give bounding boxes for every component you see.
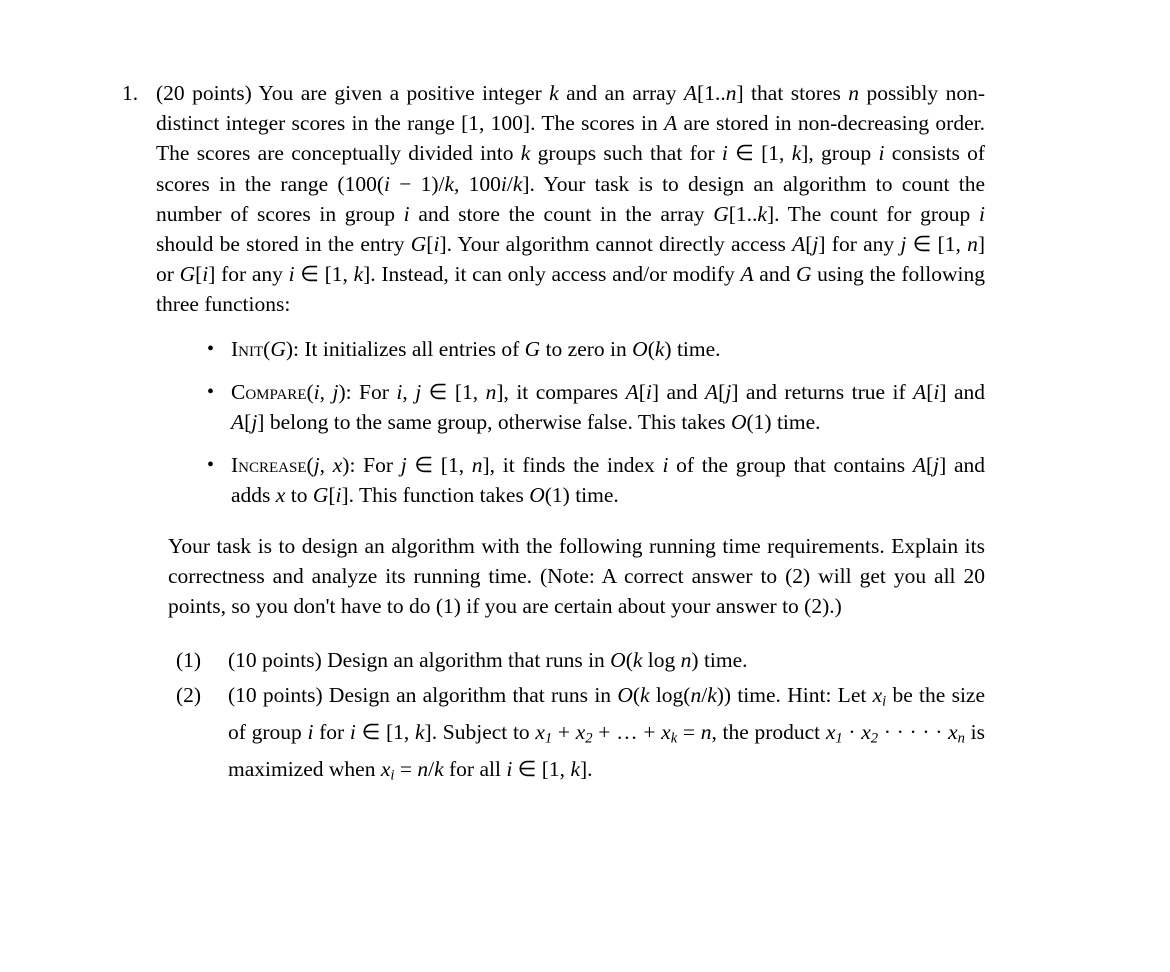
subproblem-2: [176, 680, 985, 791]
problem-1: [122, 78, 985, 796]
problem-number: 1.: [122, 81, 139, 105]
problem-statement: (20 points) You are given a positive integer k and an array A[1..n] that stores n possibly non-distinct integer scores in the range [1, 100]. The scores in A are stored in non-decreasing order. The scores are conceptually divided into k groups such that for i ∈ [1, k], group i consists of scores in the range (100(i − 1)/k, 100i/k]. Your task is to design an algorithm to count the number of scores in group i and store the count in the array G[1..k]. The count for group i should be stored in the entry G[i]. Your algorithm cannot directly access A[j] for any j ∈ [1, n] or G[i] for any i ∈ [1, k]. Instead, it can only access and/or modify A and G using the following three functions:: [156, 81, 985, 317]
subproblem-1-text: (10 points) Design an algorithm that runs in O(k log n) time.: [228, 648, 748, 673]
list-item-init: • Init(G): It initializes all entries of G to zero in O(k) time.: [201, 334, 985, 364]
list-item-compare: • Compare(i, j): For i, j ∈ [1, n], it compares A[i] and A[j] and returns true if A[i] and A[j] belong to the same group, otherwise false. This takes O(1) time.: [201, 377, 985, 437]
list-item-increase: • Increase(j, x): For j ∈ [1, n], it finds the index i of the group that contains A[j] and adds x to G[i]. This function takes O(1) time.: [201, 450, 985, 510]
subproblem-list: [156, 645, 985, 791]
subproblem-2-hint: Hint: Let $x_i$ be the size of group i for i ∈ [1, k]. Subject to $x_1 + x_2$ + … + $x_k = n$, the product $x_1 \cdot x_2$ · · · · · $x_n$ is maximized when $x_i = n/k$ for all i ∈ [1, k].: [228, 683, 986, 784]
problem-body: [156, 78, 985, 796]
subproblem-1: [176, 645, 985, 675]
function-list: [156, 334, 985, 511]
subproblem-2-text: (10 points) Design an algorithm that runs in O(k log(n/k)) time.: [228, 683, 781, 708]
subproblem-2-label: (2): [176, 683, 202, 708]
task-paragraph: Your task is to design an algorithm with the following running time requirements. Explain its correctness and analyze its running time. (Note: A correct answer to (2) will get you all 20 points, so you don't have to do (1) if you are certain about your answer to (2).): [168, 533, 985, 619]
subproblem-1-label: (1): [176, 648, 202, 673]
